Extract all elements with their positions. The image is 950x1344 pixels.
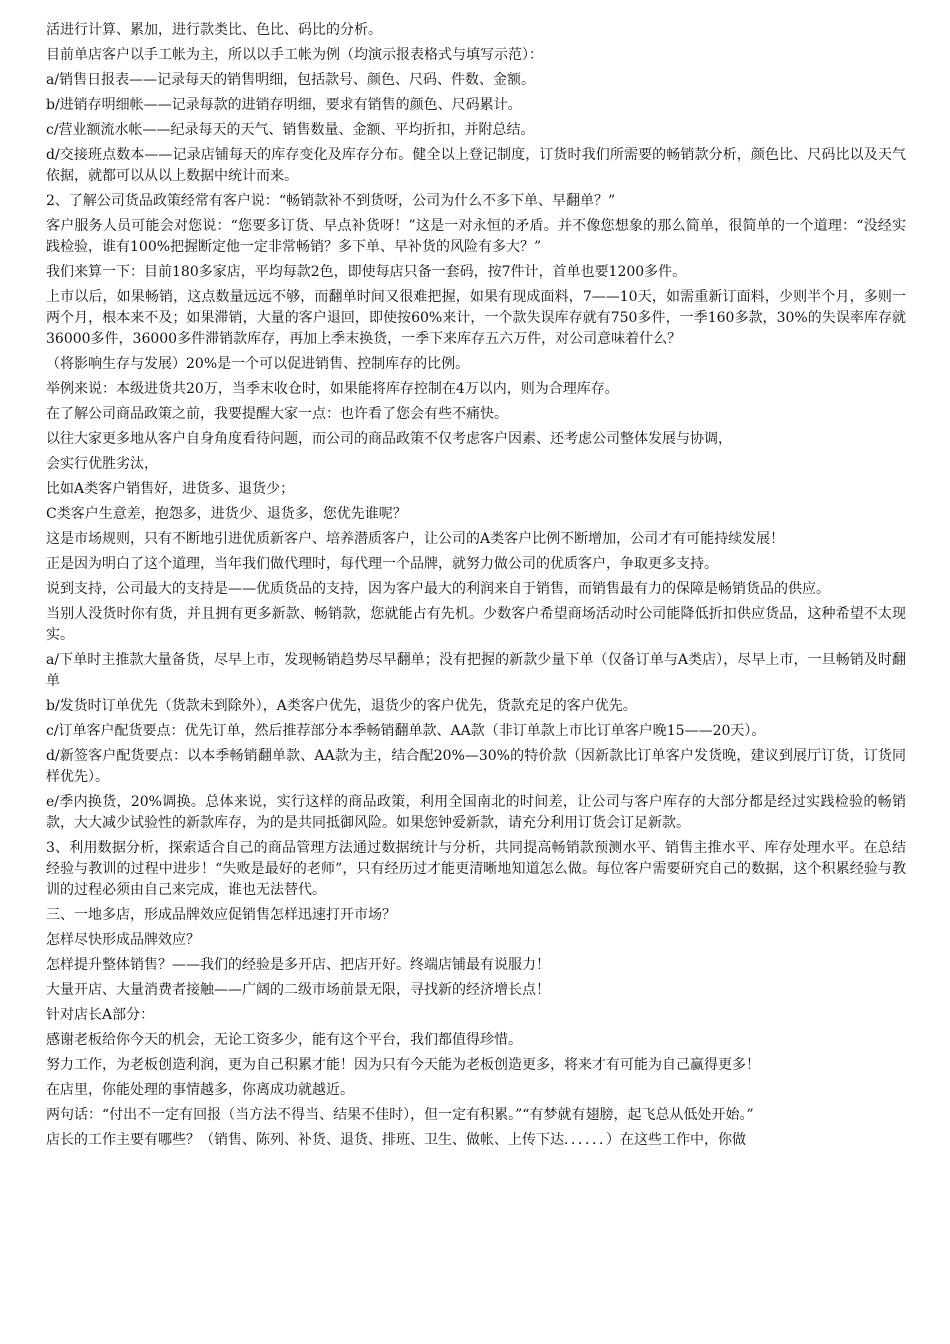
section-heading: 2、了解公司货品政策经常有客户说：“畅销款补不到货呀，公司为什么不多下单、早翻单？” [46, 193, 616, 209]
paragraph: 这是市场规则，只有不断地引进优质新客户、培养潜质客户，让公司的A类客户比例不断增加，公司才有可能持续发展！ [46, 531, 785, 547]
paragraph: 上市以后，如果畅销，这点数量远远不够，而翻单时间又很难把握，如果有现成面料，7——10天，如需重新订面料，少则半个月，多则一两个月，根本来不及；如果滞销，大量的客户退回，即使按60%来计，一个款失误库存就有750多件，一季160多款，30%的失误率库存就36000多件，36000多件滞销款库存，再加上季末换货，一季下来库存五六万件，对公司意味着什么？ [46, 289, 906, 347]
paragraph: 当别人没货时你有货，并且拥有更多新款、畅销款，您就能占有先机。少数客户希望商场活动时公司能降低折扣供应货品，这种希望不太现实。 [46, 606, 906, 643]
paragraph: 我们来算一下：目前180多家店，平均每款2色，即使每店只备一套码，按7件计，首单也要1200多件。 [46, 264, 687, 280]
paragraph: 比如A类客户销售好，进货多、退货少； [46, 481, 295, 497]
paragraph: a/销售日报表——记录每天的销售明细，包括款号、颜色、尺码、件数、金额。 [46, 72, 536, 88]
list-item: a/下单时主推款大量备货，尽早上市，发现畅销趋势尽早翻单；没有把握的新款少量下单（仅备订单与A类店），尽早上市，一旦畅销及时翻单 [46, 652, 906, 689]
paragraph: 目前单店客户以手工帐为主，所以以手工帐为例（均演示报表格式与填写示范）： [46, 47, 543, 63]
paragraph: 举例来说：本级进货共20万，当季末收仓时，如果能将库存控制在4万以内，则为合理库存。 [46, 381, 619, 397]
paragraph: 两句话：“付出不一定有回报（当方法不得当、结果不佳时），但一定有积累。”“有梦就有翅膀，起飞总从低处开始。” [46, 1107, 754, 1123]
paragraph: c/营业额流水帐——纪录每天的天气、销售数量、金额、平均折扣，并附总结。 [46, 122, 535, 138]
paragraph: 客户服务人员可能会对您说：“您要多订货、早点补货呀！”这是一对永恒的矛盾。并不像您想象的那么简单，很简单的一个道理：“没经实践检验，谁有100%把握断定他一定非常畅销？多下单、早补货的风险有多大？” [46, 218, 906, 255]
paragraph: 活进行计算、累加，进行款类比、色比、码比的分析。 [46, 22, 382, 38]
paragraph: 在了解公司商品政策之前，我要提醒大家一点：也许看了您会有些不痛快。 [46, 406, 508, 422]
paragraph: 感谢老板给你今天的机会，无论工资多少，能有这个平台，我们都值得珍惜。 [46, 1032, 522, 1048]
section-heading: 三、一地多店，形成品牌效应促销售怎样迅速打开市场？ [46, 907, 396, 923]
paragraph: 大量开店、大量消费者接触——广阔的二级市场前景无限，寻找新的经济增长点！ [46, 982, 550, 998]
list-item: c/订单客户配货要点：优先订单，然后推荐部分本季畅销翻单款、AA款（非订单款上市比订单客户晚15——20天）。 [46, 723, 766, 739]
paragraph: d/交接班点数本——记录店铺每天的库存变化及库存分布。健全以上登记制度，订货时我们所需要的畅销款分析，颜色比、尺码比以及天气依据，就都可以从以上数据中统计而来。 [46, 147, 906, 184]
paragraph: 在店里，你能处理的事情越多，你离成功就越近。 [46, 1082, 354, 1098]
paragraph: （将影响生存与发展）20%是一个可以促进销售、控制库存的比例。 [46, 356, 470, 372]
list-item: b/发货时订单优先（货款未到除外），A类客户优先，退货少的客户优先，货款充足的客户优先。 [46, 698, 637, 714]
paragraph: 说到支持，公司最大的支持是——优质货品的支持，因为客户最大的利润来自于销售，而销售最有力的保障是畅销货品的供应。 [46, 581, 830, 597]
list-item: d/新签客户配货要点：以本季畅销翻单款、AA款为主，结合配20%—30%的特价款（因新款比订单客户发货晚，建议到展厅订货，订货同样优先）。 [46, 748, 906, 785]
paragraph: 怎样尽快形成品牌效应？ [46, 932, 200, 948]
paragraph: 正是因为明白了这个道理，当年我们做代理时，每代理一个品牌，就努力做公司的优质客户，争取更多支持。 [46, 556, 718, 572]
paragraph: b/进销存明细帐——记录每款的进销存明细，要求有销售的颜色、尺码累计。 [46, 97, 522, 113]
paragraph: 以往大家更多地从客户自身角度看待问题，而公司的商品政策不仅考虑客户因素、还考虑公司整体发展与协调， [46, 431, 732, 447]
paragraph: C类客户生意差，抱怨多，进货少、退货多，您优先谁呢？ [46, 506, 407, 522]
paragraph: 针对店长A部分： [46, 1007, 155, 1023]
paragraph: 怎样提升整体销售？——我们的经验是多开店、把店开好。终端店铺最有说服力！ [46, 957, 550, 973]
section-heading: 3、利用数据分析，探索适合自己的商品管理方法通过数据统计与分析，共同提高畅销款预测水平、销售主推水平、库存处理水平。在总结经验与教训的过程中进步！“失败是最好的老师”，只有经历过才能更清晰地知道怎么做。每位客户需要研究自己的数据，这个积累经验与教训的过程必须由自己来完成，谁也无法替代。 [46, 840, 906, 898]
list-item: e/季内换货，20%调换。总体来说，实行这样的商品政策，利用全国南北的时间差，让公司与客户库存的大部分都是经过实践检验的畅销款，大大减少试验性的新款库存，为的是共同抵御风险。如果您钟爱新款，请充分利用订货会订足新款。 [46, 794, 906, 831]
paragraph: 努力工作，为老板创造利润，更为自己积累才能！因为只有今天能为老板创造更多，将来才有可能为自己赢得更多！ [46, 1057, 760, 1073]
paragraph: 店长的工作主要有哪些？（销售、陈列、补货、退货、排班、卫生、做帐、上传下达．．．．．．）在这些工作中，你做 [46, 1132, 746, 1148]
paragraph: 会实行优胜劣汰， [46, 456, 158, 472]
